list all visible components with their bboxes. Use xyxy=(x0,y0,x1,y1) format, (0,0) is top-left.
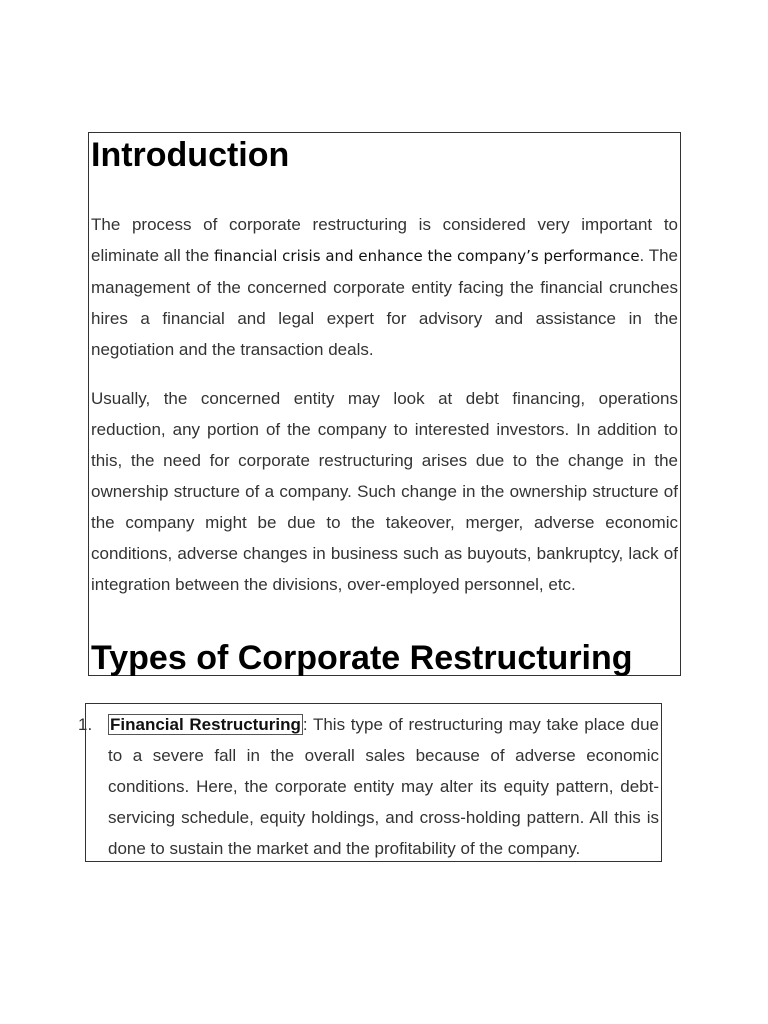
introduction-paragraph-1 xyxy=(91,209,678,365)
emphasized-phrase: financial crisis and enhance the company’s performance xyxy=(213,247,640,265)
types-heading: Types of Corporate Restructuring xyxy=(91,639,633,677)
introduction-paragraph-2: Usually, the concerned entity may look at debt financing, operations reduction, any portion of the company to interested investors. In addition to this, the need for corporate restructuring arises due to the change in the ownership structure of a company. Such change in the ownership structure of the company might be due to the takeover, merger, adverse economic conditions, adverse changes in business such as buyouts, bankruptcy, lack of integration between the divisions, over-employed personnel, etc. xyxy=(91,389,678,594)
list-item-body xyxy=(108,709,659,864)
introduction-section xyxy=(88,132,681,676)
types-list xyxy=(78,703,662,862)
paragraph-text: . The management of the concerned corporate entity facing the financial crunches hires a financial and legal expert for advisory and assistance in the negotiation and the transaction deals. xyxy=(91,246,679,359)
list-item-text: : This type of restructuring may take place due to a severe fall in the overall sales because of adverse economic conditions. Here, the corporate entity may alter its equity pattern, debt-servicing schedule, equity holdings, and cross-holding pattern. All this is done to sustain the market and the profitability of the company. xyxy=(108,715,659,858)
list-item-term: Financial Restructuring xyxy=(110,715,301,734)
introduction-heading: Introduction xyxy=(91,136,290,174)
paragraph-text: The process of corporate restructuring is considered very important to eliminate all the xyxy=(91,215,678,265)
list-item-number: 1. xyxy=(78,715,93,734)
